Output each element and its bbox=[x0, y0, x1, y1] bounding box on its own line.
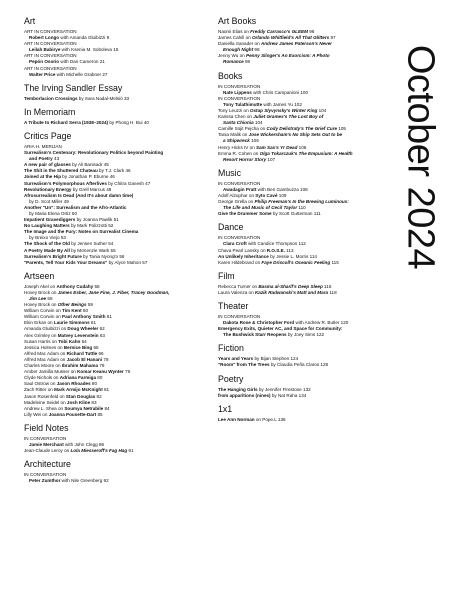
entry-text: by Alyce Mahon 57 bbox=[107, 259, 148, 265]
entry-title: A Tribute to Richard Serra (1938–2024) bbox=[24, 119, 109, 125]
contents-right-column bbox=[218, 16, 392, 423]
entry-text: Henry Hicks IV on bbox=[218, 144, 257, 150]
entry-title: Ostap Slyvynsky's Winter King bbox=[249, 107, 318, 113]
entry-text: Ekin Erkan on bbox=[24, 320, 54, 326]
entry-title: Penny Slinger's An Exorcism: A Photo bbox=[246, 53, 330, 59]
entry-text: 85 bbox=[96, 411, 103, 417]
entry-text: with Michelle Grabner 27 bbox=[55, 71, 108, 77]
section-title-film: Film bbox=[218, 270, 235, 281]
entry-text: 97 bbox=[329, 35, 336, 41]
entry-title: Kazik Radwanski's Matt and Mara bbox=[254, 289, 329, 295]
entry-text: 110 bbox=[297, 205, 306, 211]
entry-title: Philip Freeman's In the Brewing Luminous: bbox=[254, 199, 349, 205]
entry-text: with Chris Campanioni 100 bbox=[251, 89, 309, 95]
entry-text: Andrew L. Shea on bbox=[24, 405, 65, 411]
entry-text: by Mark Polizzotti 52 bbox=[69, 223, 114, 229]
issue-date-text: October 2024 bbox=[399, 44, 442, 270]
entry-text: by Scott Gutterman 111 bbox=[271, 211, 321, 217]
entry-title: Freddy Carrasco's GLEEM bbox=[250, 29, 308, 34]
entry-text: by Maria Elena Ortiz 50 bbox=[29, 210, 77, 216]
entry-text: by Grell Marcus 48 bbox=[71, 186, 112, 192]
entry-title: Bernice Bing bbox=[63, 344, 93, 350]
entry-title: Other Beings bbox=[57, 302, 87, 308]
entry-text: IN CONVERSATION bbox=[218, 95, 261, 101]
entry-text: on Pope.L 136 bbox=[254, 416, 286, 422]
entry-text: 91 bbox=[127, 448, 134, 454]
entry-title: Surrealism's Centenary: Revolutionary Politics beyond Painting bbox=[24, 150, 164, 156]
entry-title: The Life and Music of Cecil Taylor bbox=[223, 205, 298, 211]
entry-text: Alex Grimley on bbox=[24, 332, 58, 338]
section-title-1x1: 1x1 bbox=[218, 403, 233, 414]
entry-text: Laura Valenza on bbox=[218, 289, 255, 295]
entry-title: Clara Croft bbox=[223, 241, 247, 247]
entry-text: by Tania Nyong'o 56 bbox=[81, 253, 125, 259]
entry-title: James Esber, Jane Fine, J. Fiber, Tracey Goodman, bbox=[57, 289, 170, 295]
entry-text: William Corwin on bbox=[24, 314, 63, 320]
entry-title: Faye Driscoll's Oceanic Feeling bbox=[261, 259, 331, 265]
entry-title: Syto Cavé bbox=[255, 192, 278, 198]
entry-text: with Ben Gambuzza 108 bbox=[256, 186, 308, 192]
entry-title: Komar Keanu Wynter bbox=[77, 369, 124, 375]
entry-title: Jose Wickersham's No Ship Sets Out to be bbox=[248, 132, 343, 138]
entry-text: 82 bbox=[95, 393, 102, 399]
entry-text: 106 bbox=[249, 138, 259, 144]
entry-text: 60 bbox=[81, 308, 89, 314]
entry-text: Karissa Chen on bbox=[218, 114, 254, 120]
toc-entry[interactable] bbox=[218, 417, 392, 423]
entry-text: 104 bbox=[317, 107, 327, 113]
entry-text: with Dan Cameron 21 bbox=[59, 59, 105, 65]
entry-title: Jamie Merchant bbox=[29, 441, 64, 447]
section-title-in-memoriam: In Memoriam bbox=[24, 106, 76, 117]
entry-text: Tania Malik on bbox=[218, 132, 249, 138]
entry-text: by Chitra Ganesh 47 bbox=[106, 180, 151, 186]
entry-title: Sam Sax's Yr Dead bbox=[256, 144, 298, 150]
entry-title: A Poetry Made By All bbox=[24, 247, 70, 253]
entry-title: Santa Chionia bbox=[223, 120, 254, 126]
entry-title: Resort Horror Story bbox=[223, 156, 267, 162]
entry-title: The Shit in the Shuttered Chateau bbox=[24, 168, 98, 174]
entry-title: The Image and the Fury: Notes on Surrealist Cinema bbox=[24, 229, 139, 235]
entry-text: 80 bbox=[90, 381, 98, 387]
entry-title: "Room" from The Trees bbox=[218, 362, 270, 368]
entry-title: Lee Ann Norman bbox=[218, 416, 255, 422]
entry-title: Joanna Pousette-Dart bbox=[48, 411, 97, 417]
entry-title: Tobi Kahn bbox=[58, 338, 81, 344]
entry-title: Give the Drummer Some bbox=[218, 211, 272, 217]
entry-text: 81 bbox=[102, 387, 110, 393]
entry-title: Temborlacion Crossings bbox=[24, 95, 78, 101]
entry-text: 62 bbox=[98, 326, 105, 332]
entry-text: 106 bbox=[297, 144, 307, 150]
entry-text: 109 bbox=[277, 192, 287, 198]
entry-text: IN CONVERSATION bbox=[218, 180, 261, 186]
section-title-critics-page: Critics Page bbox=[24, 130, 72, 141]
entry-title: Orlando Whitfield's All That Glitters bbox=[251, 35, 330, 41]
entry-text: Daniella Sanader on bbox=[218, 41, 261, 47]
entry-text: 66 bbox=[97, 350, 104, 356]
entry-text: 118 bbox=[328, 289, 337, 295]
entry-text: Jessica Holmes on bbox=[24, 344, 64, 350]
entry-title: R.O.S.E. bbox=[266, 247, 285, 253]
entry-text: Susan Harris on bbox=[24, 338, 59, 344]
section-title-books: Books bbox=[218, 70, 243, 81]
entry-text: James Cahill on bbox=[218, 35, 252, 41]
entry-text: by D. Scot Miller 49 bbox=[29, 198, 69, 204]
entry-text: by Joey Sims 122 bbox=[286, 332, 325, 338]
entry-text: 58 bbox=[46, 296, 53, 301]
entry-text: 80 bbox=[96, 375, 103, 381]
entry-text: 65 bbox=[92, 344, 99, 350]
entry-title: Leilah Babirye bbox=[29, 47, 61, 53]
entry-text: 105 bbox=[337, 126, 346, 132]
entry-text: Alfred Mac Adam on bbox=[24, 350, 67, 356]
entry-text: 83 bbox=[90, 399, 97, 405]
entry-title: Romance bbox=[223, 59, 244, 65]
entry-text: 61 bbox=[89, 320, 97, 326]
entry-text: 78 bbox=[102, 356, 109, 362]
entry-text: Emma R. Cohen on bbox=[218, 150, 260, 156]
entry-title: Robert Longo bbox=[29, 35, 60, 41]
entry-text: 96 bbox=[307, 29, 315, 34]
entry-text: Naomi Elias on bbox=[218, 29, 251, 34]
entry-title: Emergency Exits, Quieter AC, and Space for Community: bbox=[218, 326, 343, 332]
section-title-fiction: Fiction bbox=[218, 343, 244, 354]
entry-title: Stan Douglas bbox=[65, 393, 96, 399]
toc-entry-continuation[interactable] bbox=[24, 478, 212, 484]
entry-title: No Laughing Matters bbox=[24, 223, 70, 229]
entry-text: ART IN CONVERSATION bbox=[24, 53, 77, 59]
entry-title: Andrew James Paterson's Never bbox=[260, 41, 332, 47]
entry-title: Tim Kent bbox=[62, 308, 82, 314]
entry-text: 107 bbox=[266, 156, 276, 162]
entry-text: 61 bbox=[105, 314, 112, 320]
entry-text: by Phong H. Bui 40 bbox=[108, 119, 149, 125]
entry-title: Another "Un": Surrealism and the Afro-Atlantic bbox=[24, 204, 127, 210]
entry-title: Jacob El Hanani bbox=[66, 356, 103, 362]
entry-text: ART IN CONVERSATION bbox=[24, 41, 77, 47]
entry-text: 98 bbox=[243, 59, 251, 65]
entry-text: 98 bbox=[253, 47, 260, 53]
section-title-theater: Theater bbox=[218, 301, 249, 311]
entry-text: 113 bbox=[284, 247, 294, 253]
entry-title: and Poetry bbox=[29, 156, 53, 162]
entry-title: Nate Lippens bbox=[223, 89, 252, 95]
entry-title: Afrosurrealism Is Dead (And It's about damn time) bbox=[24, 192, 134, 198]
entry-text: Rebecca Turner on bbox=[218, 283, 259, 289]
section-title-architecture: Architecture bbox=[24, 459, 71, 470]
entry-title: Juliet Grames's The Lost Boy of bbox=[253, 114, 324, 120]
section-title-art: Art bbox=[24, 16, 36, 26]
entry-title: Pepón Osorio bbox=[29, 59, 60, 65]
entry-title: Years and Years bbox=[218, 356, 254, 362]
entry-text: IN CONVERSATION bbox=[218, 314, 261, 319]
entry-text: 84 bbox=[103, 405, 110, 411]
entry-text: by Joanna Pawlik 51 bbox=[75, 217, 119, 223]
entry-title: Josh Kline bbox=[66, 399, 91, 405]
entry-text: with Amanda Gluibizzi 9 bbox=[59, 35, 110, 41]
entry-title: Mark Armijo McKnight bbox=[54, 387, 103, 393]
entry-title: Soumya Netrabile bbox=[64, 405, 104, 411]
entry-text: by Jessie L. Morris 114 bbox=[268, 253, 317, 259]
entry-title: Enough Night bbox=[223, 47, 254, 53]
section-title-artseen: Artseen bbox=[24, 270, 55, 281]
entry-title: Tony Tulathimutte bbox=[223, 101, 263, 107]
entry-text: by McKenzie Wark 55 bbox=[69, 247, 116, 253]
entry-title: a Shipwreck bbox=[223, 138, 250, 144]
entry-text: 104 bbox=[253, 120, 263, 126]
entry-text: 63 bbox=[98, 332, 105, 338]
section-title-field-notes: Field Notes bbox=[24, 422, 69, 433]
entry-title: The Shock of the Old bbox=[24, 241, 70, 247]
section-title-dance: Dance bbox=[218, 222, 244, 233]
entry-text: ARIA H. MERIJAN bbox=[24, 143, 62, 149]
entry-text: Adolf Alzuphar on bbox=[218, 192, 256, 198]
entry-title: Laurie Simmons bbox=[53, 320, 90, 326]
entry-text: Zach Ritter on bbox=[24, 387, 55, 393]
section-title-music: Music bbox=[218, 167, 241, 178]
entry-text: Jason Rosenfeld on bbox=[24, 393, 66, 399]
entry-title: Surrealism's Bright Future bbox=[24, 253, 82, 259]
entry-text: Camille Sojit Pejcha on bbox=[218, 126, 267, 132]
entry-text: with Candice Thompson 112 bbox=[246, 241, 306, 247]
entry-title: Basma al-Sharif's Deep Sleep bbox=[258, 283, 323, 289]
entry-text: with John Clegg 86 bbox=[63, 441, 105, 447]
entry-title: Olga Tokarczuk's The Empusium: A Health bbox=[259, 150, 353, 156]
entry-title: The Hanging Girls bbox=[218, 386, 258, 392]
entry-title: Paul Anthony Smith bbox=[62, 314, 106, 320]
contents-left-column bbox=[24, 16, 212, 484]
entry-title: Revolutionary Energy bbox=[24, 186, 72, 192]
entry-text: with Ksenia M. Soboleva 15 bbox=[60, 47, 119, 53]
entry-text: by Claudia Peña Claros 128 bbox=[269, 362, 329, 368]
entry-text: with Nile Greenberg 92 bbox=[60, 478, 109, 484]
entry-text: by Ali Banisadr 45 bbox=[70, 162, 109, 168]
entry-title: Joined at the Hip bbox=[24, 174, 62, 180]
entry-title: The Bushwick Starr Reopens bbox=[223, 332, 287, 338]
entry-text: Charles Moore on bbox=[24, 363, 62, 369]
entry-text: by Jensen Suther 54 bbox=[69, 241, 114, 247]
entry-text: 43 bbox=[52, 156, 60, 162]
entry-title: Adriana Farmiga bbox=[59, 375, 96, 381]
entry-title: Peter Zumthor bbox=[29, 478, 61, 484]
entry-title: Doug Wheeler bbox=[67, 326, 99, 332]
entry-text: Karen Hildebrand on bbox=[218, 259, 262, 265]
entry-text: IN CONVERSATION bbox=[218, 235, 261, 241]
entry-title: Ibrahim Mahama bbox=[61, 363, 99, 369]
entry-text: by Jonathan P. Eburne 46 bbox=[61, 174, 115, 180]
entry-text: Jenny Wu on bbox=[218, 53, 247, 59]
entry-text: by Breixo Viejo 53 bbox=[29, 235, 66, 241]
entry-text: with James Yu 102 bbox=[262, 101, 302, 107]
entry-text: Madeleine Seidel on bbox=[24, 399, 67, 405]
entry-title: Anthony Cudahy bbox=[56, 283, 94, 289]
entry-text: Amber Jamilla Musser on bbox=[24, 369, 78, 375]
entry-text: Alfred Mac Adam on bbox=[24, 356, 67, 362]
entry-title: Impatient Gravediggers bbox=[24, 217, 76, 223]
entry-text: 116 bbox=[322, 283, 332, 289]
entry-title: Surrealism's Polymorphous Afterlives bbox=[24, 180, 107, 186]
entry-title: Dakota Rose & Christopher Ford bbox=[223, 320, 295, 326]
entry-title: Walter Price bbox=[29, 71, 56, 77]
entry-text: Hovey Brock on bbox=[24, 302, 58, 308]
entry-text: by Nat Raha 134 bbox=[270, 392, 307, 398]
entry-text: IN CONVERSATION bbox=[24, 435, 67, 441]
entry-text: Saul Ostrow on bbox=[24, 381, 57, 387]
section-title-art-books: Art Books bbox=[218, 16, 257, 26]
entry-text: IN CONVERSATION bbox=[218, 83, 261, 89]
entry-text: 59 bbox=[86, 302, 93, 308]
entry-title: Awadagin Pratt bbox=[223, 186, 257, 192]
entry-title: Matvey Levenstein bbox=[57, 332, 99, 338]
entry-text: ART IN CONVERSATION bbox=[24, 29, 77, 34]
entry-text: IN CONVERSATION bbox=[24, 472, 67, 478]
entry-text: George Grella on bbox=[218, 199, 255, 205]
entry-text: Jean-Claude Leroy on bbox=[24, 448, 71, 454]
entry-text: with Andrew R. Butler 120 bbox=[294, 320, 349, 326]
issue-date-title bbox=[398, 12, 442, 302]
entry-title: A new pair of glasses bbox=[24, 162, 71, 168]
entry-text: 58 bbox=[93, 283, 100, 289]
entry-title: from apparitions (nines) bbox=[218, 392, 271, 398]
entry-title: "Parents, Tell Your Kids Your Dreams" bbox=[24, 259, 108, 265]
entry-text: by T.J. Clark 46 bbox=[97, 168, 131, 174]
entry-text: by Bijan Stephen 124 bbox=[253, 356, 299, 362]
entry-text: Hovey Brock on bbox=[24, 289, 58, 295]
entry-text: Chava Pearl Lansky on bbox=[218, 247, 267, 253]
entry-text: William Corwin on bbox=[24, 308, 63, 314]
entry-text: by Jennifer Firestone 132 bbox=[257, 386, 311, 392]
entry-text: 64 bbox=[80, 338, 87, 344]
entry-title: Cody Delistraty's The Grief Cure bbox=[266, 126, 338, 132]
entry-text: Joseph Akel on bbox=[24, 283, 57, 289]
section-title-the-irving-sandler-essay: The Irving Sandler Essay bbox=[24, 82, 123, 93]
entry-text: Lilly Wei on bbox=[24, 411, 49, 417]
entry-text: 115 bbox=[330, 259, 339, 265]
entry-text: Tony Leuzzi on bbox=[218, 107, 250, 113]
entry-title: An Unlikely Inheritance bbox=[218, 253, 269, 259]
entry-title: Lola Miesseroff's Fag Hag bbox=[70, 448, 128, 454]
entry-title: Jason Rhoades bbox=[56, 381, 91, 387]
entry-title: Richard Tuttle bbox=[66, 350, 98, 356]
entry-text: Amanda Gluibizzi on bbox=[24, 326, 68, 332]
entry-title: Jim Lee bbox=[29, 296, 47, 301]
entry-text: Clyde Nichols on bbox=[24, 375, 60, 381]
entry-text: ART IN CONVERSATION bbox=[24, 65, 77, 71]
entry-text: by Sara Nadal-Melsió 33 bbox=[77, 95, 130, 101]
entry-text: 79 bbox=[98, 363, 105, 369]
section-title-poetry: Poetry bbox=[218, 373, 244, 384]
entry-text: 79 bbox=[123, 369, 131, 375]
